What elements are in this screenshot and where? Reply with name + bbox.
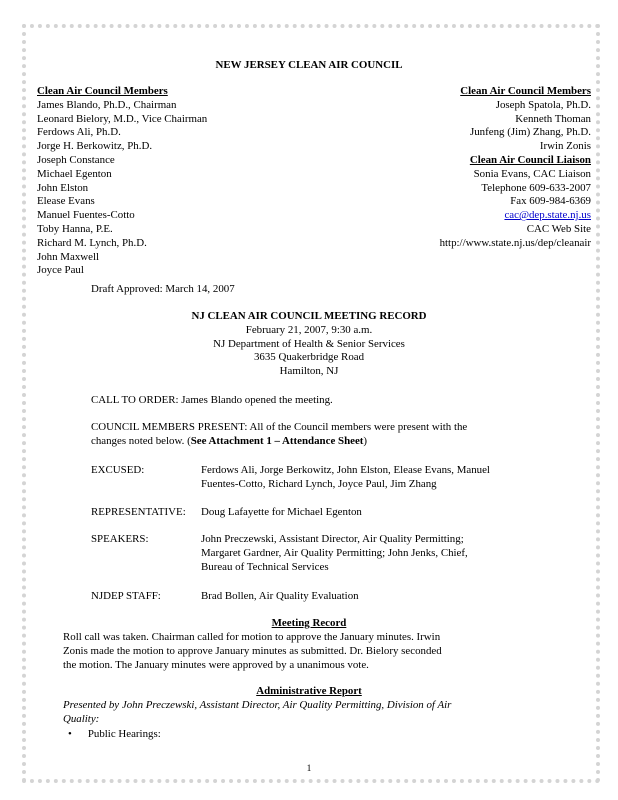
member-name: Manuel Fuentes-Cotto xyxy=(37,209,135,222)
members-present-block xyxy=(91,421,467,449)
right-members-block xyxy=(440,85,591,251)
page-number: 1 xyxy=(306,764,312,774)
meeting-record-line: Zonis made the motion to approve January minutes as submitted. Dr. Bielory seconded xyxy=(63,644,442,657)
liaison-name: Sonia Evans, CAC Liaison xyxy=(473,167,591,180)
meeting-record-line: Roll call was taken. Chairman called for motion to approve the January minutes. Irwin xyxy=(63,631,441,643)
speaker-line: Margaret Gardner, Air Quality Permitting; John Jenks, Chief, xyxy=(201,546,468,559)
left-members-block xyxy=(37,85,207,278)
member-name: Irwin Zonis xyxy=(539,140,591,153)
bullet-item xyxy=(68,728,161,742)
liaison-fax: Fax 609-984-6369 xyxy=(510,195,591,208)
presenter-line: Presented by John Preczewski, Assistant Director, Air Quality Permitting, Division of Air xyxy=(63,699,452,711)
member-name: Kenneth Thoman xyxy=(515,112,591,125)
bullet-icon: • xyxy=(68,728,72,740)
member-name: John Maxwell xyxy=(37,250,100,263)
liaison-email-link[interactable]: cac@dep.state.nj.us xyxy=(504,209,591,222)
meeting-org: NJ Department of Health & Senior Services xyxy=(213,337,405,350)
liaison-heading: Clean Air Council Liaison xyxy=(469,153,591,166)
member-name: Richard M. Lynch, Ph.D. xyxy=(37,236,147,249)
members-present-line2 xyxy=(91,435,467,449)
speakers-label: SPEAKERS: xyxy=(91,533,149,545)
website-label: CAC Web Site xyxy=(526,222,591,235)
speaker-line: Bureau of Technical Services xyxy=(201,560,329,573)
members-present-line1: COUNCIL MEMBERS PRESENT: All of the Council members were present with the xyxy=(91,421,468,433)
left-members-heading: Clean Air Council Members xyxy=(37,85,168,97)
attachment-reference: See Attachment 1 – Attendance Sheet xyxy=(190,434,364,447)
meeting-header xyxy=(0,310,618,379)
member-name: Toby Hanna, P.E. xyxy=(37,222,113,235)
excused-line: Fuentes-Cotto, Richard Lynch, Joyce Paul, Jim Zhang xyxy=(201,477,437,490)
draft-approved: Draft Approved: March 14, 2007 xyxy=(91,283,235,295)
meeting-date: February 21, 2007, 9:30 a.m. xyxy=(245,323,373,336)
representative-value: Doug Lafayette for Michael Egenton xyxy=(201,506,362,518)
staff-value: Brad Bollen, Air Quality Evaluation xyxy=(201,590,359,602)
member-name: Ferdows Ali, Ph.D. xyxy=(37,126,121,139)
call-to-order: CALL TO ORDER: James Blando opened the meeting. xyxy=(91,394,333,406)
meeting-address: 3635 Quakerbridge Road xyxy=(253,351,365,364)
presenter-line: Quality: xyxy=(63,712,100,725)
member-name: Junfeng (Jim) Zhang, Ph.D. xyxy=(470,126,591,139)
meeting-city: Hamilton, NJ xyxy=(279,365,339,378)
meeting-record-heading: Meeting Record xyxy=(271,617,347,629)
admin-report-heading: Administrative Report xyxy=(256,685,362,697)
excused-label: EXCUSED: xyxy=(91,464,145,476)
excused-line: Ferdows Ali, Jorge Berkowitz, John Elston, Elease Evans, Manuel xyxy=(201,464,490,476)
speaker-line: John Preczewski, Assistant Director, Air Quality Permitting; xyxy=(201,533,464,545)
member-name: Joyce Paul xyxy=(37,264,84,277)
bullet-text: Public Hearings: xyxy=(87,728,161,740)
member-name: Joseph Constance xyxy=(37,153,115,166)
member-name: Elease Evans xyxy=(37,195,95,208)
meeting-record-line: the motion. The January minutes were approved by a unanimous vote. xyxy=(63,658,369,671)
meeting-record-title: NJ CLEAN AIR COUNCIL MEETING RECORD xyxy=(191,310,427,322)
excused-value xyxy=(201,464,490,492)
member-name: Leonard Bielory, M.D., Vice Chairman xyxy=(37,112,208,125)
council-title: NEW JERSEY CLEAN AIR COUNCIL xyxy=(215,59,403,71)
liaison-telephone: Telephone 609-633-2007 xyxy=(481,181,591,194)
member-name: Jorge H. Berkowitz, Ph.D. xyxy=(37,140,153,153)
speakers-value xyxy=(201,533,468,574)
representative-label: REPRESENTATIVE: xyxy=(91,506,186,518)
member-name: James Blando, Ph.D., Chairman xyxy=(37,98,177,111)
members-present-close: ) xyxy=(363,434,368,447)
members-present-text: changes noted below. ( xyxy=(91,434,191,447)
admin-report-presenter xyxy=(63,699,451,727)
right-members-heading: Clean Air Council Members xyxy=(460,85,591,97)
meeting-record-body xyxy=(63,631,442,672)
website-url: http://www.state.nj.us/dep/cleanair xyxy=(439,236,591,249)
member-name: Joseph Spatola, Ph.D. xyxy=(495,98,591,111)
staff-label: NJDEP STAFF: xyxy=(91,590,161,602)
member-name: Michael Egenton xyxy=(37,167,112,180)
member-name: John Elston xyxy=(37,181,89,194)
